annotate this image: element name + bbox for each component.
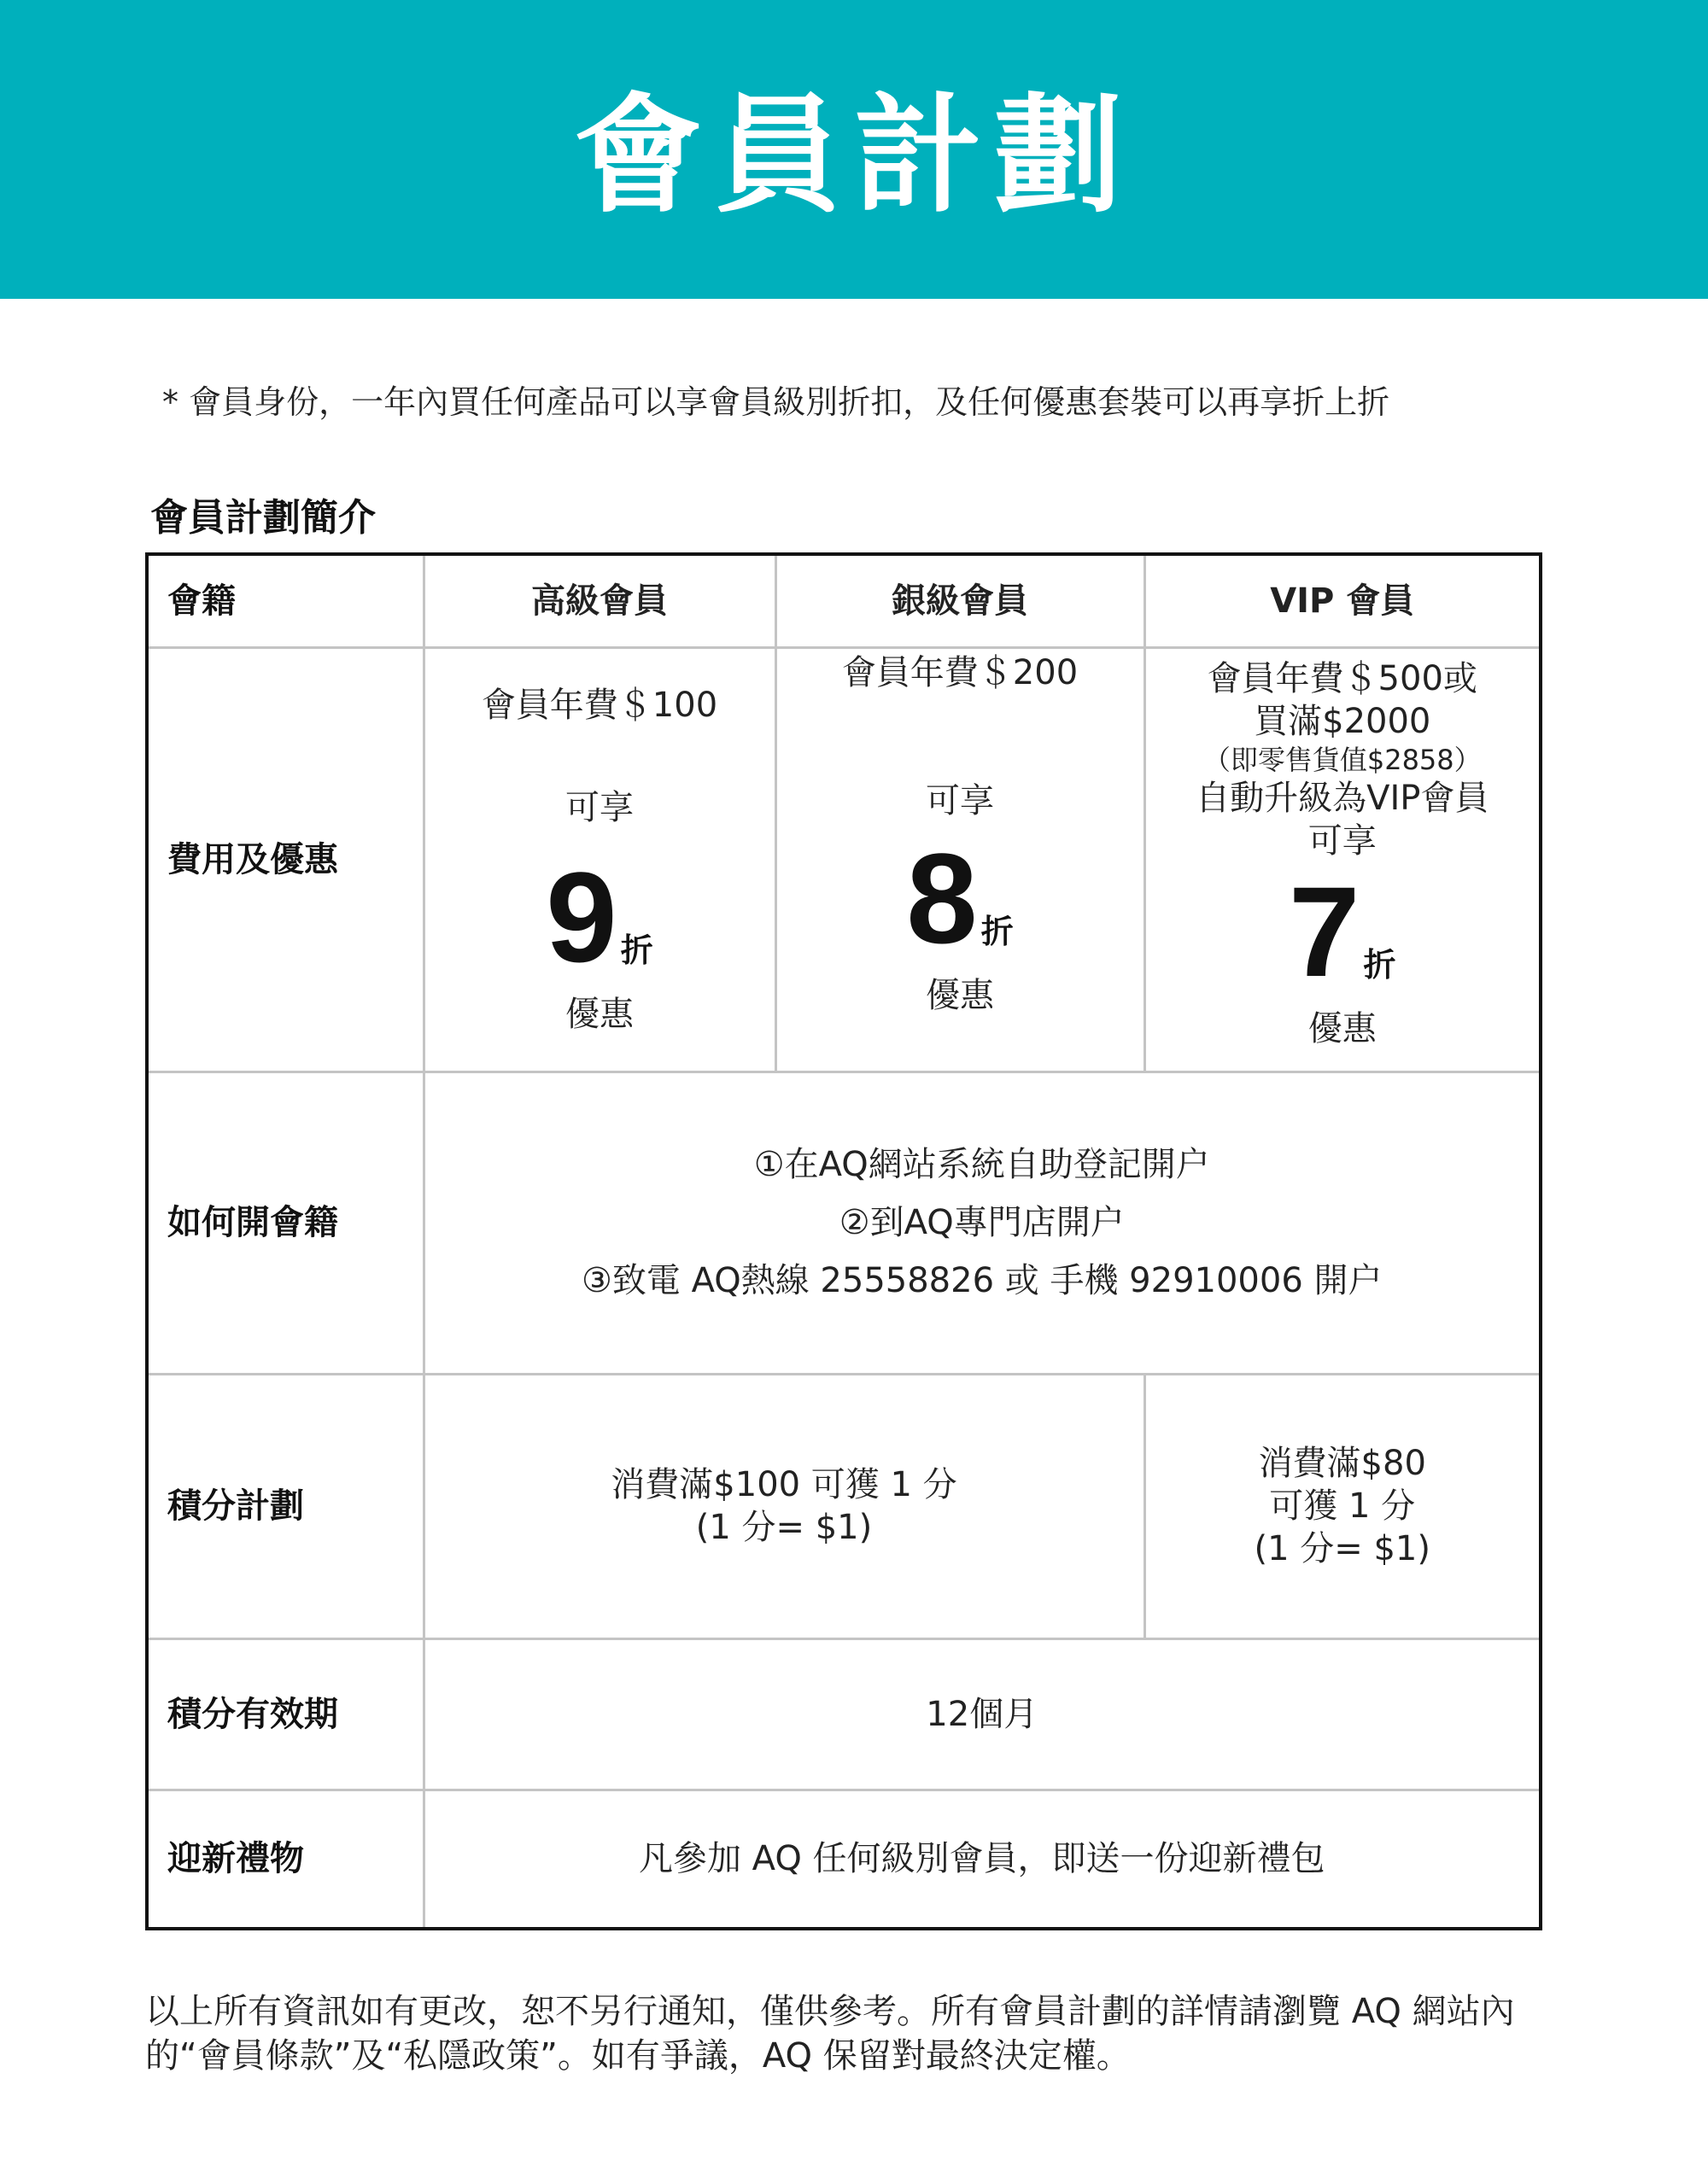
points-regular-line2: (1 分= $1) bbox=[695, 1508, 873, 1547]
silver-discount bbox=[777, 826, 1144, 970]
row-label-gift: 迎新禮物 bbox=[147, 1790, 424, 1929]
points-regular-line1: 消費滿$100 可獲 1 分 bbox=[611, 1465, 957, 1504]
row-label-points: 積分計劃 bbox=[147, 1374, 424, 1638]
premium-enjoy: 可享 bbox=[565, 787, 634, 827]
table-row-how bbox=[147, 1072, 1541, 1374]
vip-offer: 優惠 bbox=[1307, 1008, 1377, 1048]
row-label-how: 如何開會籍 bbox=[147, 1072, 424, 1374]
points-vip-cell bbox=[1144, 1374, 1541, 1638]
membership-table bbox=[145, 552, 1542, 1930]
disclaimer-line1: 以上所有資訊如有更改，恕不另行通知，僅供參考。所有會員計劃的詳情請瀏覽 AQ 網站內 bbox=[145, 1992, 1515, 2031]
vip-enjoy: 可享 bbox=[1307, 820, 1377, 861]
vip-fee-line1: 會員年費＄500或 bbox=[1207, 658, 1477, 698]
table-row-validity bbox=[147, 1638, 1541, 1790]
vip-fee-line3: （即零售貨值$2858） bbox=[1202, 743, 1482, 776]
header-premium: 高級會員 bbox=[424, 554, 775, 647]
silver-discount-number: 8 bbox=[906, 826, 978, 970]
table-row-gift bbox=[147, 1790, 1541, 1929]
premium-discount-number: 9 bbox=[546, 844, 617, 989]
vip-fee-cell bbox=[1144, 647, 1541, 1072]
premium-fee: 會員年費＄100 bbox=[481, 685, 718, 725]
vip-discount-number: 7 bbox=[1289, 859, 1360, 1003]
premium-fee-cell bbox=[424, 647, 775, 1072]
silver-discount-unit: 折 bbox=[980, 912, 1014, 950]
gift-value: 凡參加 AQ 任何級別會員，即送一份迎新禮包 bbox=[424, 1790, 1541, 1929]
vip-fee-line4: 自動升級為VIP會員 bbox=[1196, 778, 1489, 818]
table-row-fees bbox=[147, 647, 1541, 1072]
how-item-store: ②到AQ專門店開户 bbox=[839, 1203, 1125, 1242]
disclaimer bbox=[145, 1989, 1554, 2078]
points-vip-line2: 可獲 1 分 bbox=[1269, 1486, 1416, 1526]
silver-fee: 會員年費＄200 bbox=[841, 652, 1079, 692]
header-silver: 銀級會員 bbox=[775, 554, 1144, 647]
points-vip-line1: 消費滿$80 bbox=[1258, 1444, 1426, 1483]
points-regular-cell bbox=[424, 1374, 1144, 1638]
table-row-points bbox=[147, 1374, 1541, 1638]
how-item-online: ①在AQ網站系統自助登記開户 bbox=[753, 1145, 1210, 1184]
vip-discount-unit: 折 bbox=[1363, 945, 1396, 984]
row-label-validity: 積分有效期 bbox=[147, 1638, 424, 1790]
page-title: 會員計劃 bbox=[573, 82, 1134, 231]
membership-note: * 會員身份，一年內買任何產品可以享會員級別折扣，及任何優惠套裝可以再享折上折 bbox=[162, 383, 1390, 421]
vip-fee-line2: 買滿$2000 bbox=[1254, 701, 1431, 741]
row-label-fees: 費用及優惠 bbox=[147, 647, 424, 1072]
silver-fee-cell bbox=[775, 647, 1144, 1072]
premium-discount bbox=[425, 844, 775, 989]
header-vip: VIP 會員 bbox=[1144, 554, 1541, 647]
vip-discount bbox=[1146, 859, 1540, 1003]
silver-enjoy: 可享 bbox=[926, 780, 994, 820]
disclaimer-line2: 的“會員條款”及“私隱政策”。如有爭議，AQ 保留對最終決定權。 bbox=[145, 2036, 1131, 2076]
header-membership: 會籍 bbox=[147, 554, 424, 647]
how-to-join-list bbox=[424, 1072, 1541, 1374]
silver-offer: 優惠 bbox=[926, 975, 994, 1015]
premium-discount-unit: 折 bbox=[620, 931, 653, 969]
validity-value: 12個月 bbox=[424, 1638, 1541, 1790]
points-vip-line3: (1 分= $1) bbox=[1254, 1529, 1430, 1568]
premium-offer: 優惠 bbox=[565, 994, 634, 1034]
section-title: 會員計劃簡介 bbox=[150, 496, 376, 540]
table-header-row bbox=[147, 554, 1541, 647]
how-item-hotline: ③致電 AQ熱線 25558826 或 手機 92910006 開户 bbox=[582, 1261, 1383, 1300]
header-banner bbox=[0, 0, 1708, 299]
